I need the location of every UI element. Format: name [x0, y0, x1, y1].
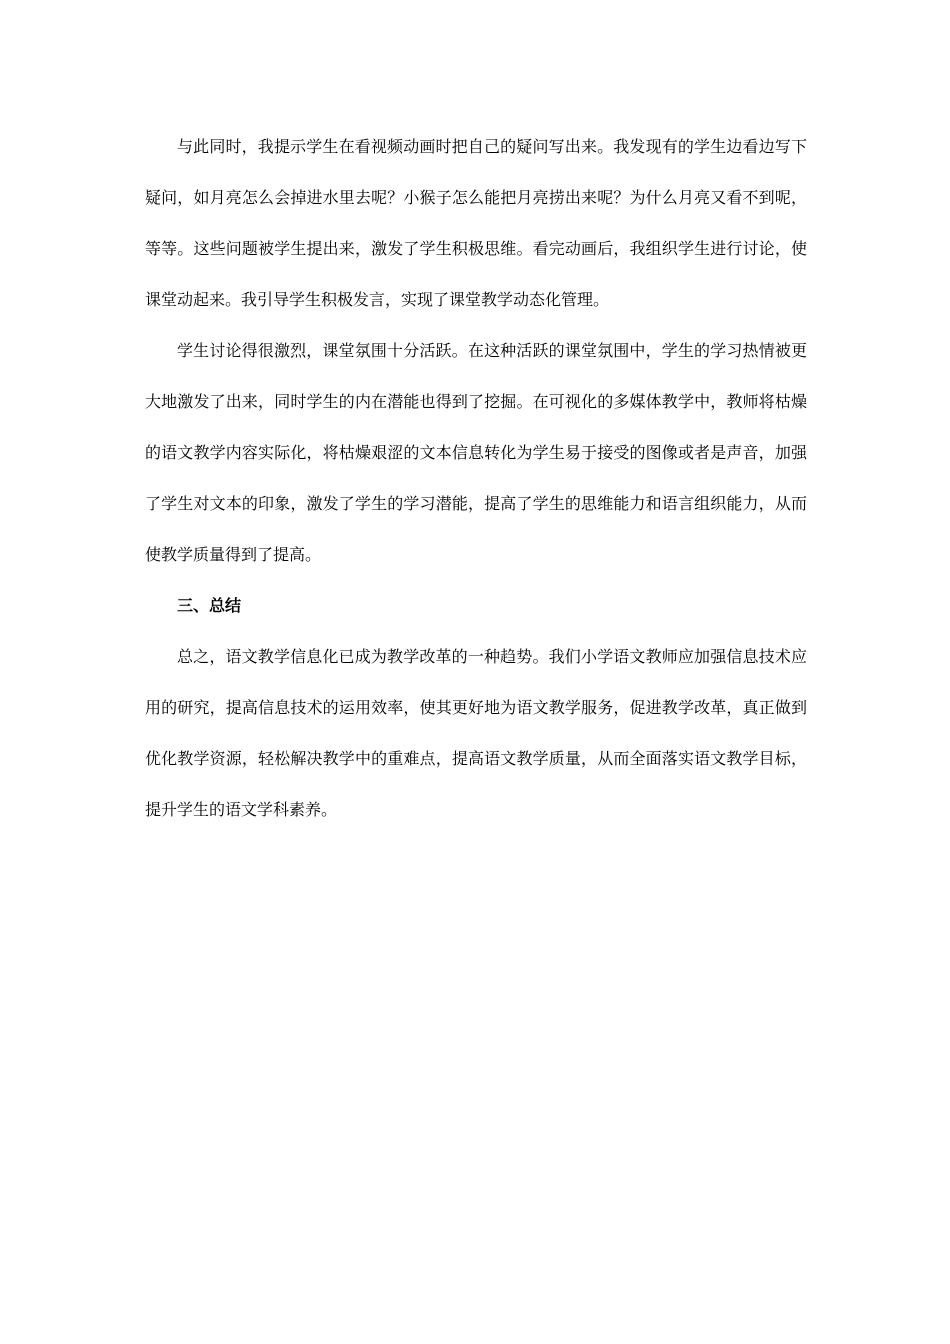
section-heading-summary: 三、总结 [177, 596, 242, 615]
paragraph-conclusion: 总之，语文教学信息化已成为教学改革的一种趋势。我们小学语文教师应加强信息技术应用的研究，提高信息技术的运用效率，使其更好地为语文教学服务，促进教学改革，真正做到优化教学资源，轻松解决教学中的重难点，提高语文教学质量，从而全面落实语文教学目标，提升学生的语文学科素养。 [145, 647, 807, 819]
paragraph-classroom-atmosphere: 学生讨论得很激烈，课堂氛围十分活跃。在这种活跃的课堂氛围中，学生的学习热情被更大地激发了出来，同时学生的内在潜能也得到了挖掘。在可视化的多媒体教学中，教师将枯燥的语文教学内容实际化，将枯燥艰涩的文本信息转化为学生易于接受的图像或者是声音，加强了学生对文本的印象，激发了学生的学习潜能，提高了学生的思维能力和语言组织能力，从而使教学质量得到了提高。 [145, 341, 807, 564]
document-page [145, 121, 807, 835]
paragraph-discussion-questions: 与此同时，我提示学生在看视频动画时把自己的疑问写出来。我发现有的学生边看边写下疑问，如月亮怎么会掉进水里去呢？小猴子怎么能把月亮捞出来呢？为什么月亮又看不到呢，等等。这些问题被学生提出来，激发了学生积极思维。看完动画后，我组织学生进行讨论，使课堂动起来。我引导学生积极发言，实现了课堂教学动态化管理。 [145, 137, 807, 309]
